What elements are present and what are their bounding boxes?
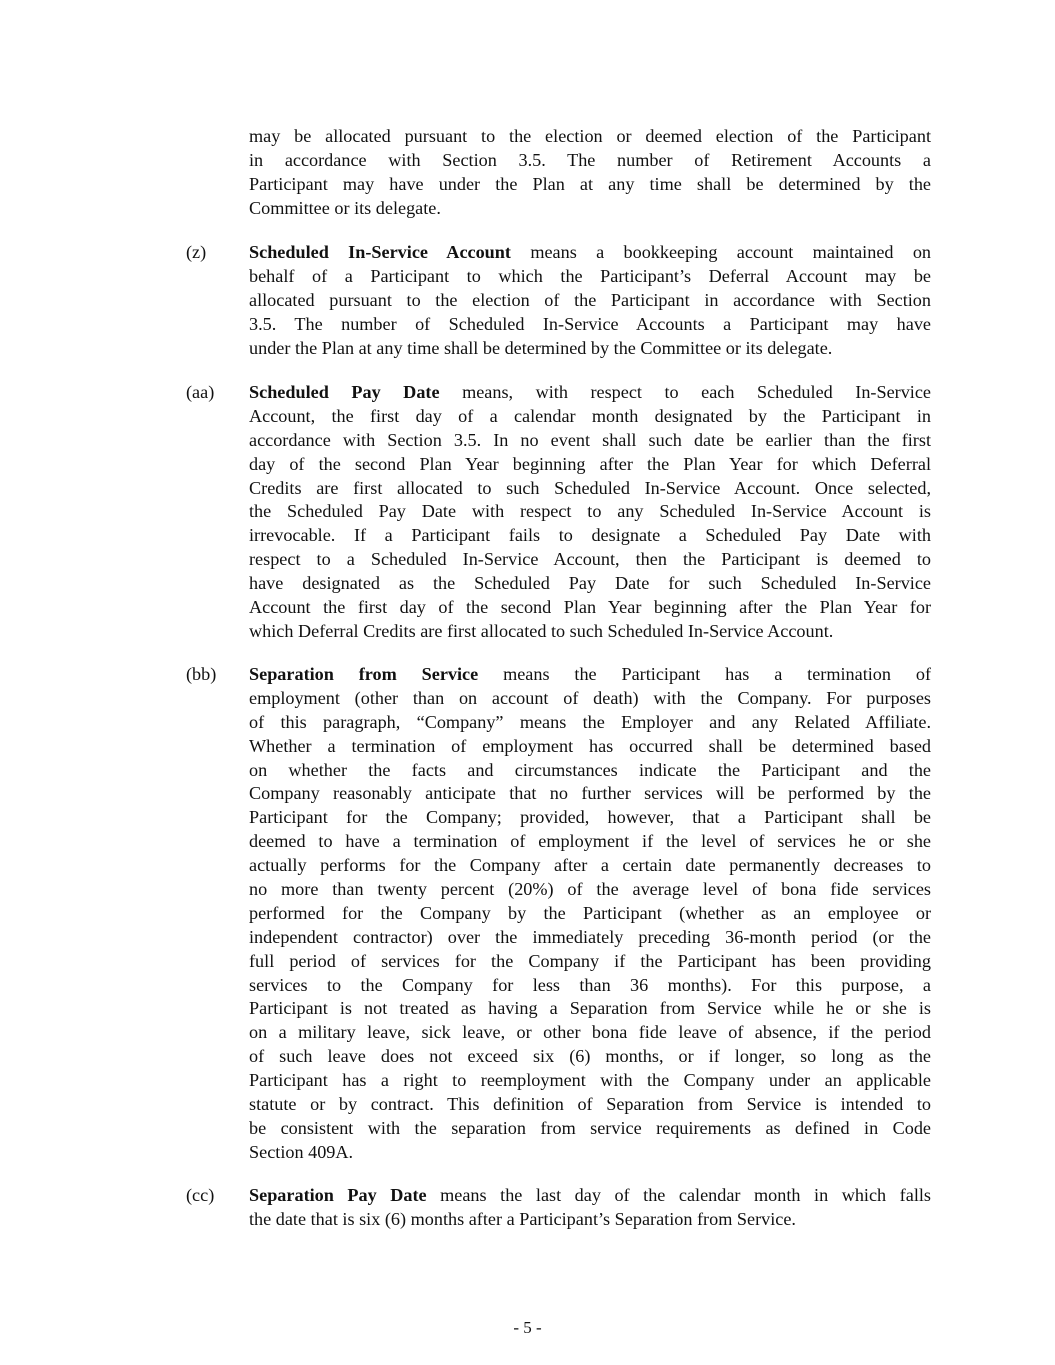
text-line: 3.5. The number of Scheduled In-Service Accounts a Participant may have	[249, 313, 931, 334]
definition-first-line	[249, 1184, 931, 1208]
text-line: Committee or its delegate.	[249, 197, 441, 218]
text-line: day of the second Plan Year beginning after the Plan Year for which Deferral	[249, 453, 931, 474]
definition-text: means the last day of the calendar month in which falls	[440, 1185, 931, 1205]
text-line: the Scheduled Pay Date with respect to any Scheduled In-Service Account is	[249, 501, 931, 522]
text-line: employment (other than on account of death) with the Company. For purposes	[249, 687, 931, 708]
text-line: Participant for the Company; provided, however, that a Participant shall be	[249, 807, 931, 828]
text-line: allocated pursuant to the election of the Participant in accordance with Section	[249, 289, 931, 310]
text-line: full period of services for the Company if the Participant has been providing	[249, 950, 931, 971]
text-line: accordance with Section 3.5. In no event shall such date be earlier than the first	[249, 429, 931, 450]
text-line: statute or by contract. This definition of Separation from Service is intended to	[249, 1094, 931, 1115]
text-line: independent contractor) over the immediately preceding 36-month period (or the	[249, 926, 931, 947]
page-number: - 5 -	[513, 1318, 542, 1337]
definition-first-line	[249, 241, 931, 265]
text-line: actually performs for the Company after a certain date permanently decreases to	[249, 855, 931, 876]
text-line: on a military leave, sick leave, or other bona fide leave of absence, if the period	[249, 1022, 931, 1043]
text-line: of this paragraph, “Company” means the Employer and any Related Affiliate.	[249, 711, 931, 732]
text-line: Account, the first day of a calendar month designated by the Participant in	[249, 405, 931, 426]
definition-text: means, with respect to each Scheduled In-Service	[462, 382, 931, 402]
text-line: Participant has a right to reemployment with the Company under an applicable	[249, 1070, 931, 1091]
defined-term: Separation from Service	[249, 664, 479, 684]
text-line: Company reasonably anticipate that no further services will be performed by the	[249, 783, 931, 804]
text-line: under the Plan at any time shall be determined by the Committee or its delegate.	[249, 337, 833, 358]
text-line: respect to a Scheduled In-Service Account, then the Participant is deemed to	[249, 549, 931, 570]
defined-term: Separation Pay Date	[249, 1185, 427, 1205]
text-line: of such leave does not exceed six (6) months, or if longer, so long as the	[249, 1046, 931, 1067]
text-line: services to the Company for less than 36 months). For this purpose, a	[249, 974, 931, 995]
definition-first-line	[249, 663, 931, 687]
text-line: be consistent with the separation from service requirements as defined in Code	[249, 1117, 931, 1138]
text-line: may be allocated pursuant to the election or deemed election of the Participant	[249, 126, 931, 146]
text-line: behalf of a Participant to which the Participant’s Deferral Account may be	[249, 265, 931, 286]
text-line: Participant may have under the Plan at any time shall be determined by the	[249, 173, 931, 194]
text-line: on whether the facts and circumstances indicate the Participant and the	[249, 759, 931, 780]
definition-label: (bb)	[186, 664, 217, 684]
text-line: Section 409A.	[249, 1141, 354, 1162]
defined-term: Scheduled Pay Date	[249, 382, 440, 402]
text-line: Participant is not treated as having a Separation from Service while he or she is	[249, 998, 931, 1019]
text-line: the date that is six (6) months after a Participant’s Separation from Service.	[249, 1208, 796, 1229]
text-line: Account the first day of the second Plan Year beginning after the Plan Year for	[249, 597, 931, 618]
text-line: no more than twenty percent (20%) of the average level of bona fide services	[249, 879, 931, 900]
text-line: which Deferral Credits are first allocated to such Scheduled In-Service Account.	[249, 620, 834, 641]
text-line: Credits are first allocated to such Scheduled In-Service Account. Once selected,	[249, 477, 931, 498]
definition-label: (cc)	[186, 1185, 215, 1205]
defined-term: Scheduled In-Service Account	[249, 242, 511, 262]
definition-text: means the Participant has a termination of	[503, 664, 931, 684]
text-line: have designated as the Scheduled Pay Date for such Scheduled In-Service	[249, 573, 931, 594]
text-line: Whether a termination of employment has occurred shall be determined based	[249, 735, 931, 756]
definition-label: (z)	[186, 242, 207, 262]
definition-label: (aa)	[186, 382, 215, 402]
definition-text: means a bookkeeping account maintained on	[530, 242, 931, 262]
text-line: performed for the Company by the Participant (whether as an employee or	[249, 902, 931, 923]
text-line: irrevocable. If a Participant fails to designate a Scheduled Pay Date with	[249, 525, 931, 546]
text-line: deemed to have a termination of employment if the level of services he or she	[249, 831, 931, 852]
definition-first-line	[249, 381, 931, 405]
text-line: in accordance with Section 3.5. The number of Retirement Accounts a	[249, 149, 931, 170]
